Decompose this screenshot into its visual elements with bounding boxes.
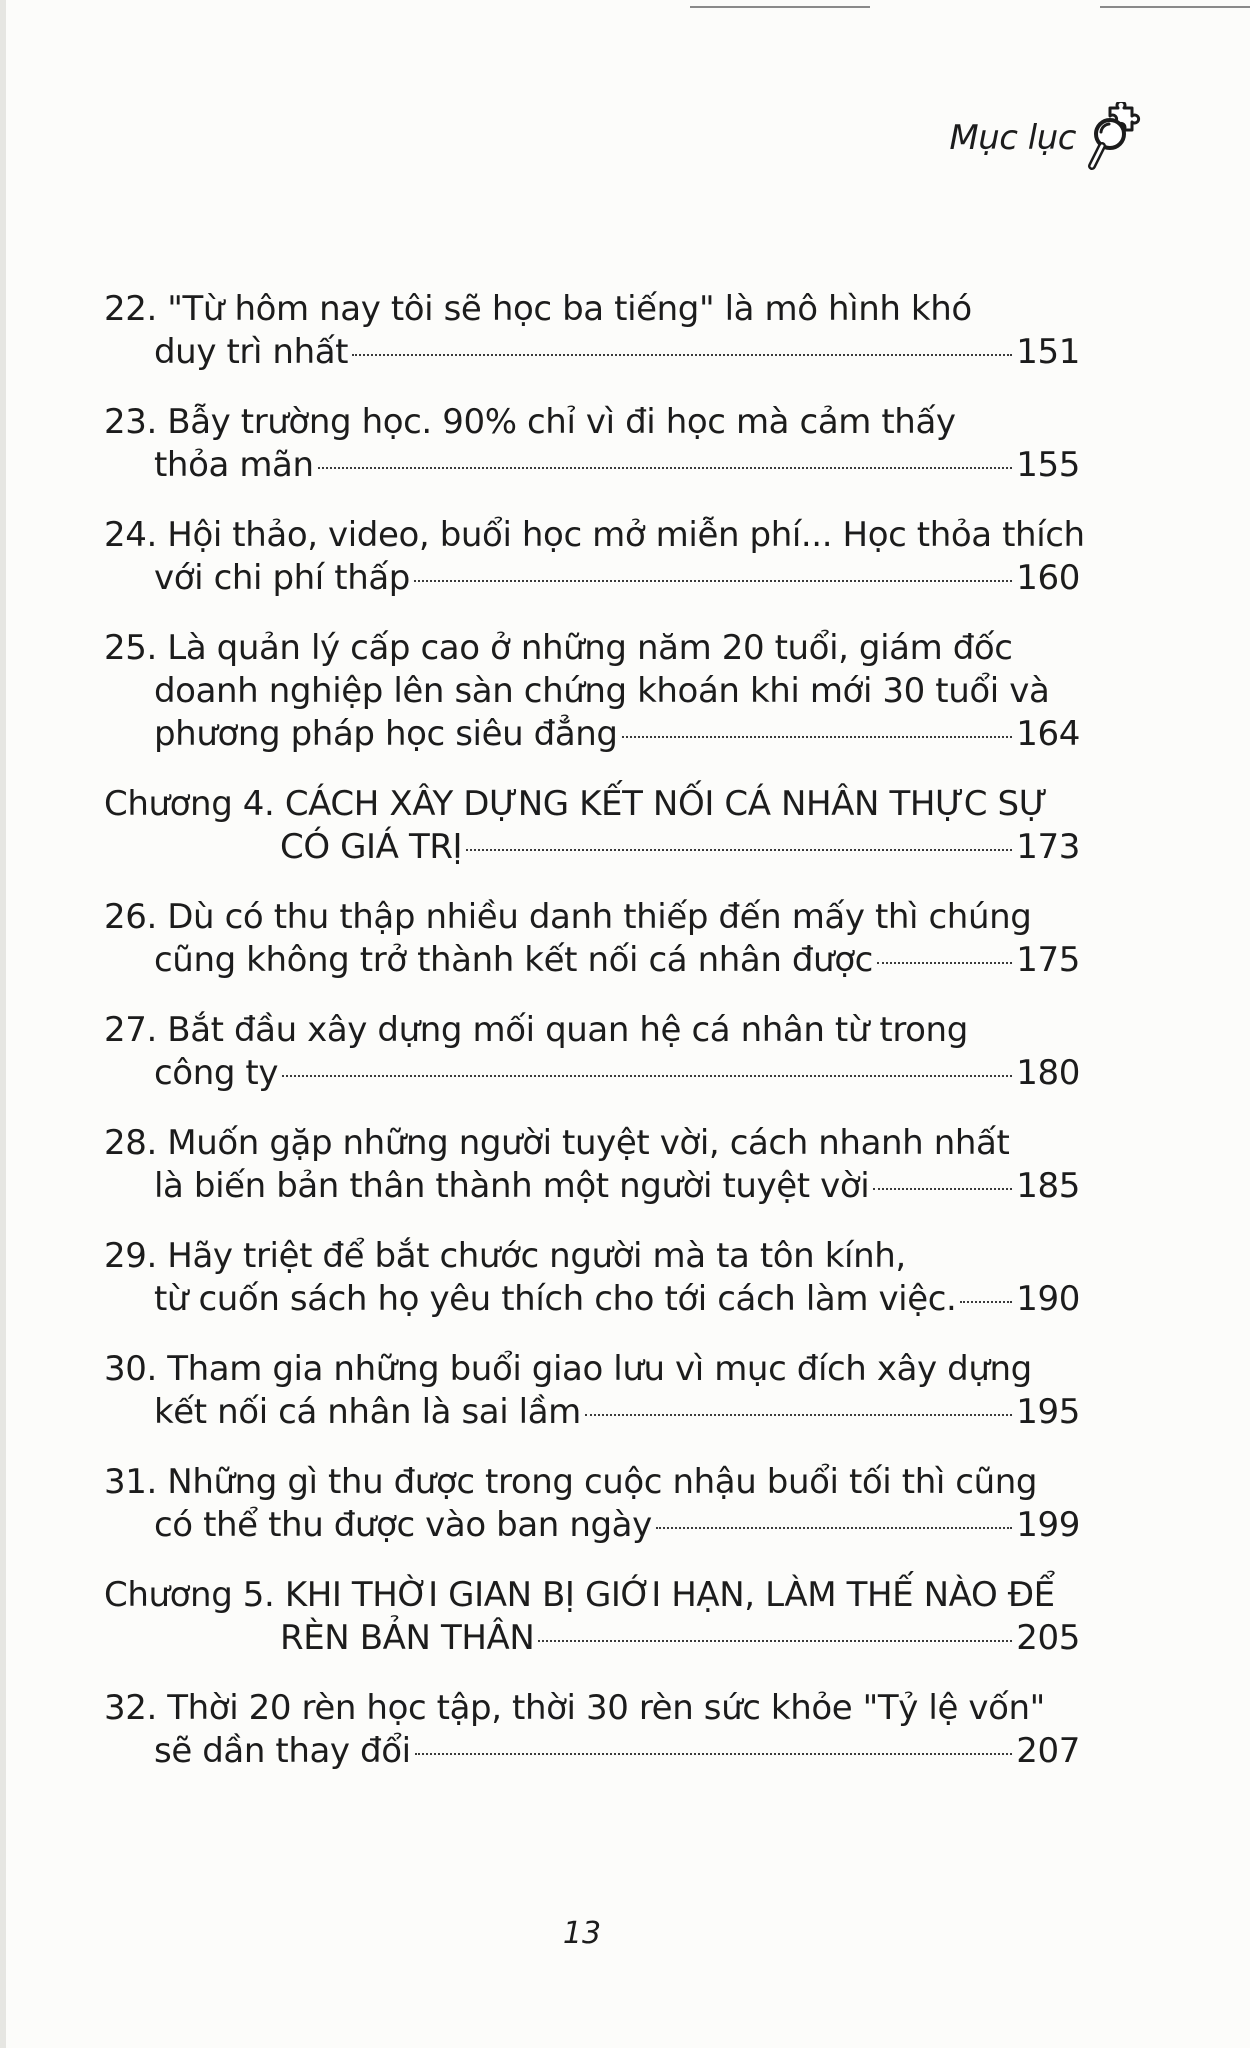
toc-entry[interactable] [104, 401, 1080, 487]
toc-entry-title-line: duy trì nhất [154, 332, 349, 372]
toc-entry-title-line: 22. "Từ hôm nay tôi sẽ học ba tiếng" là mô hình khó [104, 289, 972, 329]
toc-entry-title-line: 26. Dù có thu thập nhiều danh thiếp đến mấy thì chúng [104, 897, 1032, 937]
toc-entry[interactable] [104, 1122, 1080, 1208]
toc-entry[interactable] [104, 1235, 1080, 1321]
toc-entry-title-line: 27. Bắt đầu xây dựng mối quan hệ cá nhân từ trong [104, 1010, 968, 1050]
toc-chapter-entry[interactable] [104, 1574, 1080, 1660]
dot-leader [318, 467, 1013, 469]
toc-entry-title-line: công ty [154, 1053, 279, 1093]
toc-entry-title-line: RÈN BẢN THÂN [280, 1618, 535, 1658]
toc-entry-title-line: 29. Hãy triệt để bắt chước người mà ta tôn kính, [104, 1236, 906, 1276]
magnifier-puzzle-icon [1086, 102, 1142, 174]
toc-page-number: 151 [1016, 332, 1080, 372]
toc-entry-title-line: 28. Muốn gặp những người tuyệt vời, cách nhanh nhất [104, 1123, 1010, 1163]
toc-entry-title-line: có thể thu được vào ban ngày [154, 1505, 652, 1545]
toc-page-number: 190 [1016, 1279, 1080, 1319]
toc-entry[interactable] [104, 627, 1080, 756]
dot-leader [352, 354, 1012, 356]
toc-page-number: 205 [1016, 1618, 1080, 1658]
running-header [949, 102, 1142, 174]
toc-entry-title-line: là biến bản thân thành một người tuyệt vời [154, 1166, 870, 1206]
toc-page-number: 155 [1016, 445, 1080, 485]
toc-page-number: 180 [1016, 1053, 1080, 1093]
toc-entry-last-line [104, 939, 1080, 982]
toc-entry[interactable] [104, 1687, 1080, 1773]
toc-chapter-entry[interactable] [104, 783, 1080, 869]
toc-page-number: 195 [1016, 1392, 1080, 1432]
toc-page-number: 160 [1016, 558, 1080, 598]
toc-entry-last-line [104, 557, 1080, 600]
toc-entry-title-line: cũng không trở thành kết nối cá nhân được [154, 940, 873, 980]
page-number: 13 [562, 1916, 602, 1951]
toc-entry-title-line: 23. Bẫy trường học. 90% chỉ vì đi học mà cảm thấy [104, 402, 956, 442]
toc-entry-title-line: doanh nghiệp lên sàn chứng khoán khi mới 30 tuổi và [154, 671, 1050, 711]
top-rule [1100, 6, 1250, 8]
toc-entry[interactable] [104, 896, 1080, 982]
toc-entry-title-line: 30. Tham gia những buổi giao lưu vì mục đích xây dựng [104, 1349, 1032, 1389]
toc-entry-title-line: thỏa mãn [154, 445, 314, 485]
top-rule [690, 6, 870, 8]
toc-page-number: 173 [1016, 827, 1080, 867]
toc-entry-last-line [104, 1617, 1080, 1660]
toc-entry-title-line: 31. Những gì thu được trong cuộc nhậu buổi tối thì cũng [104, 1462, 1038, 1502]
toc-entry-last-line [104, 1165, 1080, 1208]
dot-leader [585, 1414, 1012, 1416]
toc-entry[interactable] [104, 288, 1080, 374]
toc-entry-title-line: phương pháp học siêu đẳng [154, 714, 618, 754]
toc-entry-last-line [104, 1278, 1080, 1321]
table-of-contents [104, 288, 1085, 1800]
dot-leader [656, 1527, 1012, 1529]
toc-entry-title-line: 25. Là quản lý cấp cao ở những năm 20 tuổi, giám đốc [104, 628, 1013, 668]
toc-page-number: 185 [1016, 1166, 1080, 1206]
toc-entry[interactable] [104, 514, 1085, 600]
toc-entry-title-line: kết nối cá nhân là sai lầm [154, 1392, 581, 1432]
dot-leader [414, 580, 1012, 582]
dot-leader [873, 1188, 1012, 1190]
toc-entry-last-line [104, 444, 1080, 487]
toc-page-number: 175 [1016, 940, 1080, 980]
toc-page-number: 199 [1016, 1505, 1080, 1545]
toc-entry-title-line: Chương 4. CÁCH XÂY DỰNG KẾT NỐI CÁ NHÂN THỰC SỰ [104, 784, 1048, 824]
toc-page-number: 164 [1016, 714, 1080, 754]
toc-entry-title-line: 24. Hội thảo, video, buổi học mở miễn phí... Học thỏa thích [104, 515, 1085, 555]
toc-entry-last-line [104, 1391, 1080, 1434]
dot-leader [538, 1640, 1012, 1642]
toc-entry-title-line: CÓ GIÁ TRỊ [280, 827, 463, 867]
toc-entry[interactable] [104, 1348, 1080, 1434]
toc-entry-last-line [104, 826, 1080, 869]
toc-entry-last-line [104, 1730, 1080, 1773]
toc-entry[interactable] [104, 1009, 1080, 1095]
toc-entry-title-line: Chương 5. KHI THỜI GIAN BỊ GIỚI HẠN, LÀM THẾ NÀO ĐỂ [104, 1575, 1055, 1615]
dot-leader [877, 962, 1012, 964]
dot-leader [622, 736, 1013, 738]
toc-entry-title-line: từ cuốn sách họ yêu thích cho tới cách làm việc. [154, 1279, 957, 1319]
toc-entry-title-line: sẽ dần thay đổi [154, 1731, 411, 1771]
toc-entry-last-line [104, 713, 1080, 756]
toc-entry-last-line [104, 1504, 1080, 1547]
toc-entry[interactable] [104, 1461, 1080, 1547]
toc-entry-title-line: với chi phí thấp [154, 558, 410, 598]
toc-entry-last-line [104, 1052, 1080, 1095]
dot-leader [466, 849, 1012, 851]
dot-leader [960, 1301, 1012, 1303]
toc-entry-title-line: 32. Thời 20 rèn học tập, thời 30 rèn sức khỏe "Tỷ lệ vốn" [104, 1688, 1045, 1728]
dot-leader [415, 1753, 1013, 1755]
toc-entry-last-line [104, 331, 1080, 374]
dot-leader [282, 1075, 1012, 1077]
toc-page-number: 207 [1016, 1731, 1080, 1771]
header-title: Mục lục [949, 118, 1076, 158]
page-edge [0, 0, 6, 2048]
